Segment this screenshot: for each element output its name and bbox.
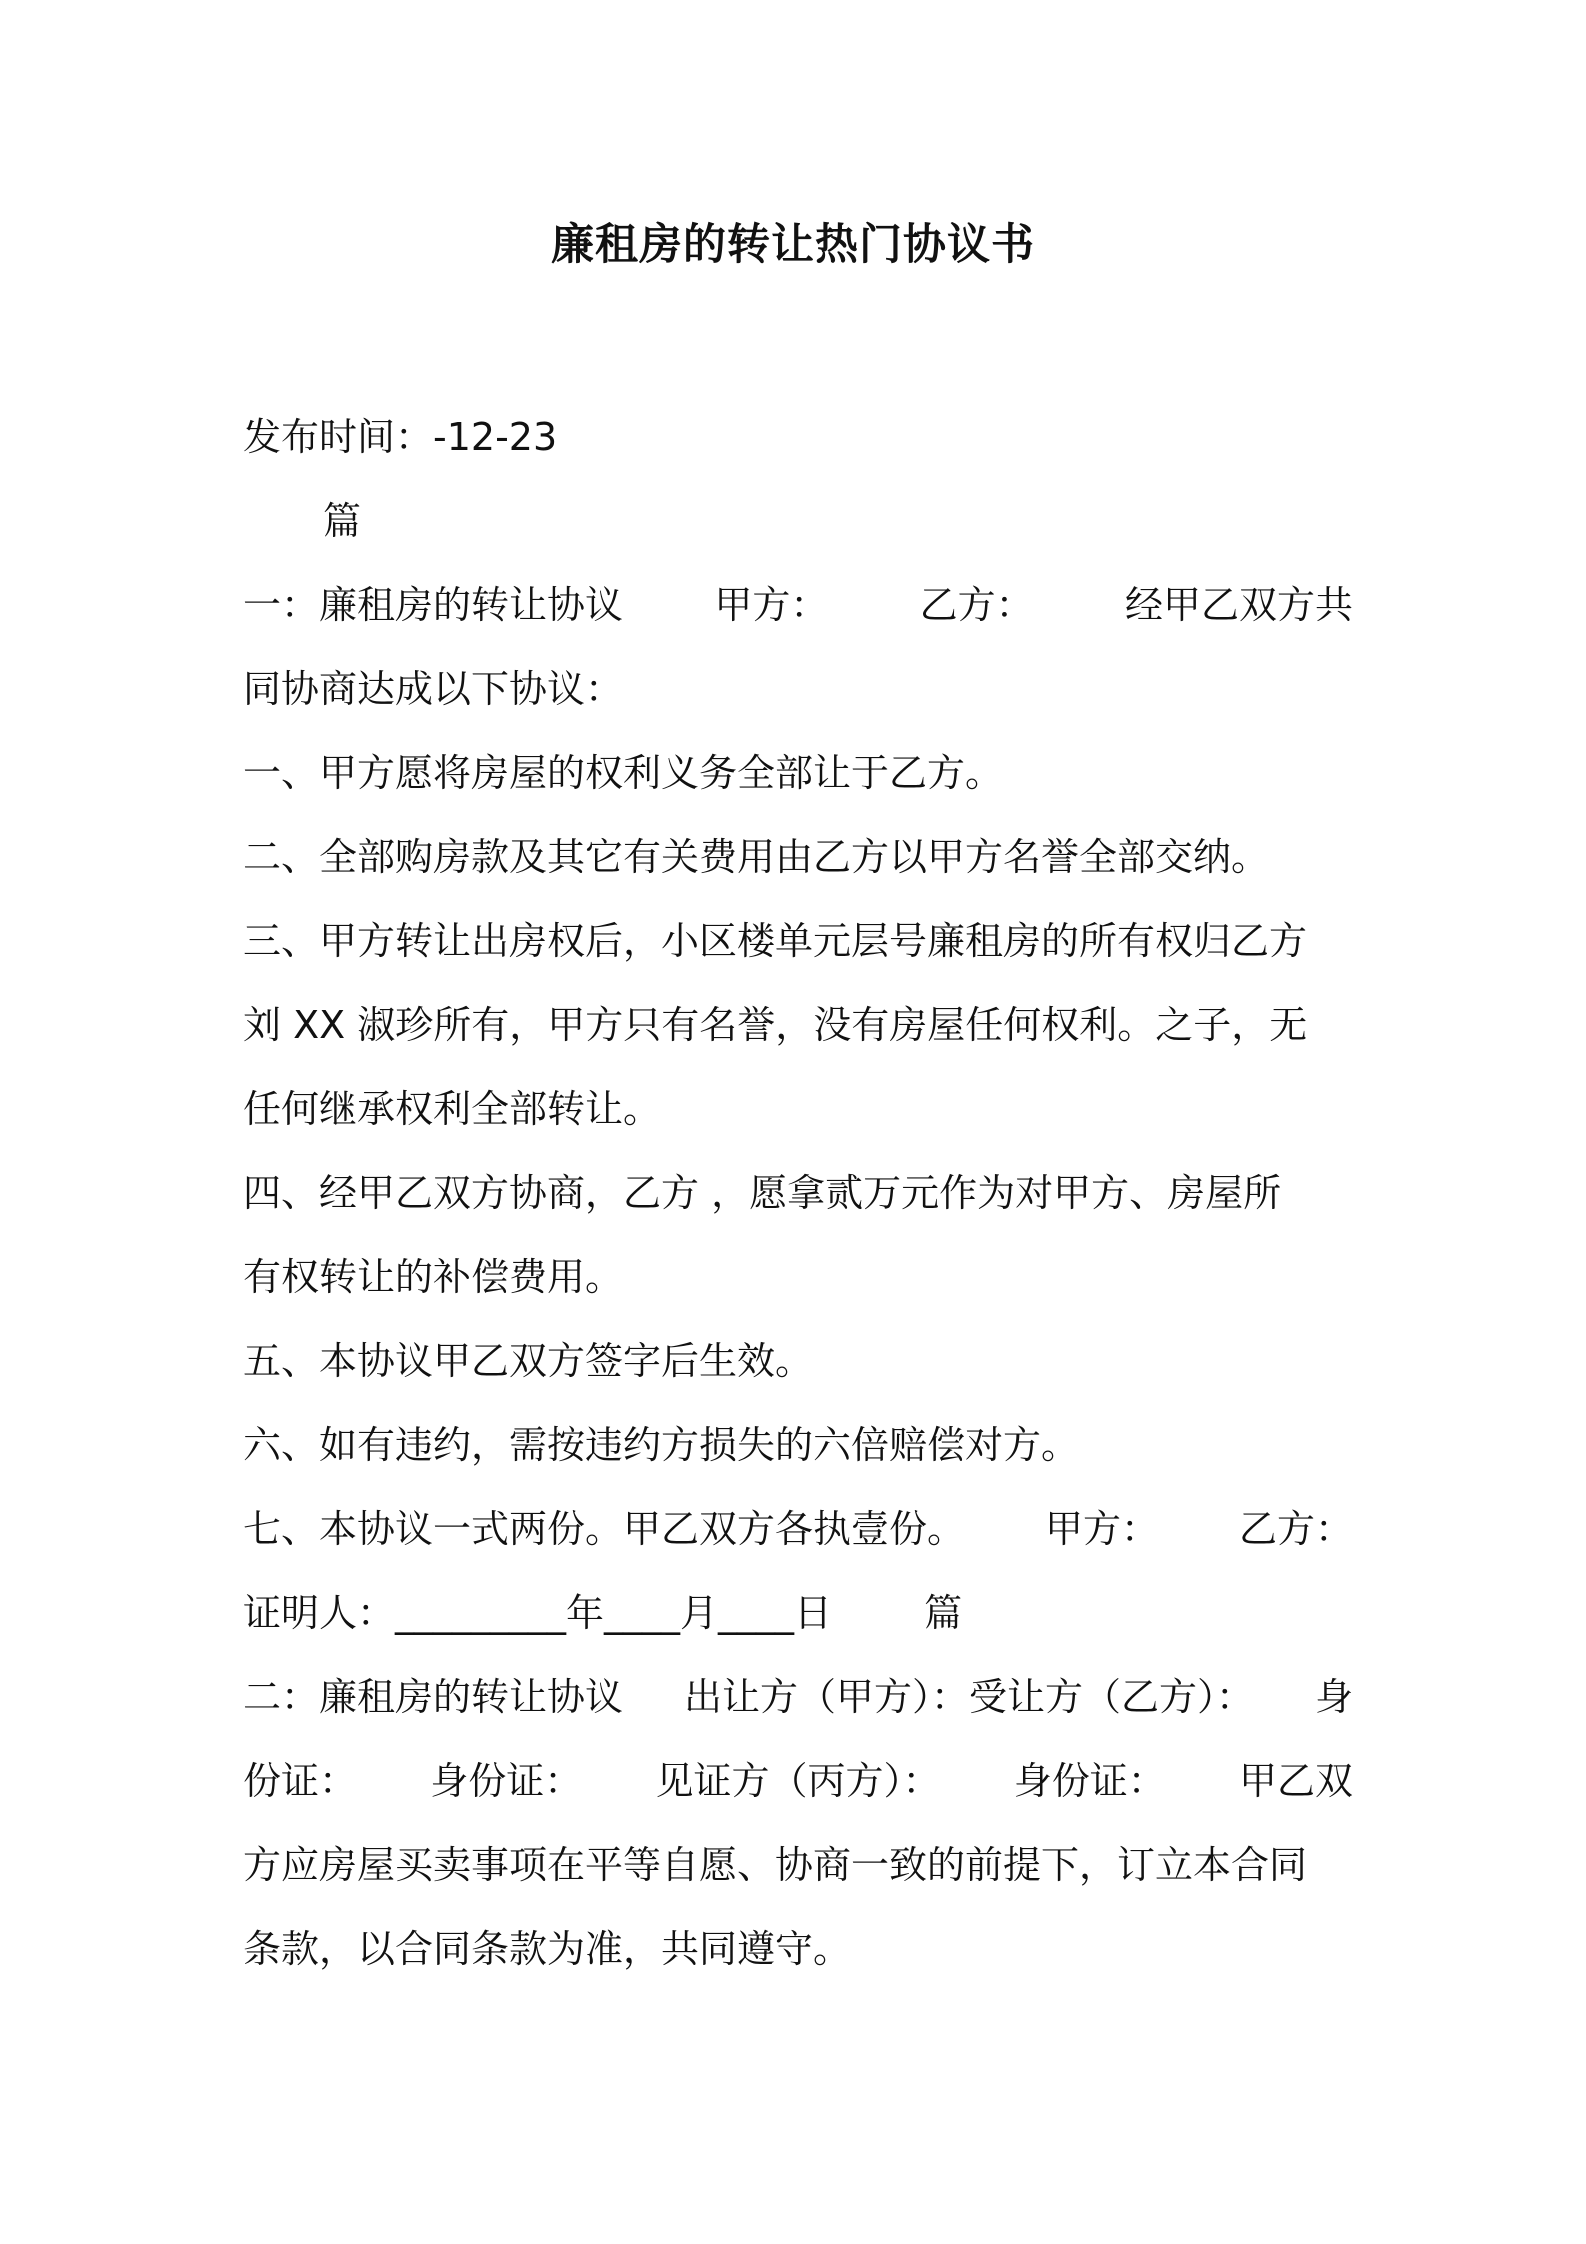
paragraph-line-6: 刘 XX 淑珍所有，甲方只有名誉，没有房屋任何权利。之子，无 xyxy=(243,1003,1308,1047)
line-1-part-b: 甲方： xyxy=(714,583,829,627)
paragraph-line-12 xyxy=(243,1487,1353,1571)
line-15-part-d: 身份证： xyxy=(1013,1759,1166,1803)
line-15-part-a: 份证： xyxy=(243,1759,358,1803)
date-line: 发布时间：-12-23 xyxy=(243,415,558,459)
line-1-part-d: 经甲乙双方共 xyxy=(1124,583,1353,627)
line-14-part-c: 身 xyxy=(1314,1675,1353,1719)
paragraph-line-16: 方应房屋买卖事项在平等自愿、协商一致的前提下，订立本合同 xyxy=(243,1843,1308,1887)
paragraph-line-2: 同协商达成以下协议： xyxy=(243,667,624,711)
paragraph-line-17: 条款，以合同条款为准，共同遵守。 xyxy=(243,1927,852,1971)
line-12-part-a: 七、本协议一式两份。甲乙双方各执壹份。 xyxy=(243,1507,966,1551)
paragraph-line-14 xyxy=(243,1655,1353,1739)
line-14-part-a: 二：廉租房的转让协议 xyxy=(243,1675,624,1719)
paragraph-line-13 xyxy=(243,1571,1353,1655)
line-1-part-a: 一：廉租房的转让协议 xyxy=(243,583,624,627)
paragraph-line-8: 四、经甲乙双方协商，乙方 ，愿拿贰万元作为对甲方、房屋所 xyxy=(243,1171,1282,1215)
witness-date-line: 证明人：_________年____月____日 xyxy=(243,1591,833,1635)
paragraph-line-4: 二、全部购房款及其它有关费用由乙方以甲方名誉全部交纳。 xyxy=(243,835,1270,879)
line-12-part-b: 甲方： xyxy=(1044,1507,1159,1551)
paragraph-line-9: 有权转让的补偿费用。 xyxy=(243,1255,624,1299)
paragraph-line-1 xyxy=(243,563,1353,647)
line-13-piece-label: 篇 xyxy=(924,1591,963,1635)
paragraph-line-5: 三、甲方转让出房权后，小区楼单元层号廉租房的所有权归乙方 xyxy=(243,919,1308,963)
line-12-part-c: 乙方： xyxy=(1238,1507,1353,1551)
line-15-part-b: 身份证： xyxy=(430,1759,583,1803)
line-15-part-e: 甲乙双 xyxy=(1238,1759,1353,1803)
piece-label: 篇 xyxy=(323,499,362,543)
line-1-part-c: 乙方： xyxy=(919,583,1034,627)
document-title: 廉租房的转让热门协议书 xyxy=(551,220,1035,270)
paragraph-line-11: 六、如有违约，需按违约方损失的六倍赔偿对方。 xyxy=(243,1423,1080,1467)
paragraph-line-15 xyxy=(243,1739,1353,1823)
paragraph-line-3: 一、甲方愿将房屋的权利义务全部让于乙方。 xyxy=(243,751,1004,795)
paragraph-line-7: 任何继承权利全部转让。 xyxy=(243,1087,662,1131)
line-15-part-c: 见证方（丙方）： xyxy=(655,1759,941,1803)
line-14-part-b: 出让方（甲方）：受让方（乙方）： xyxy=(683,1675,1254,1719)
paragraph-line-10: 五、本协议甲乙双方签字后生效。 xyxy=(243,1339,814,1383)
